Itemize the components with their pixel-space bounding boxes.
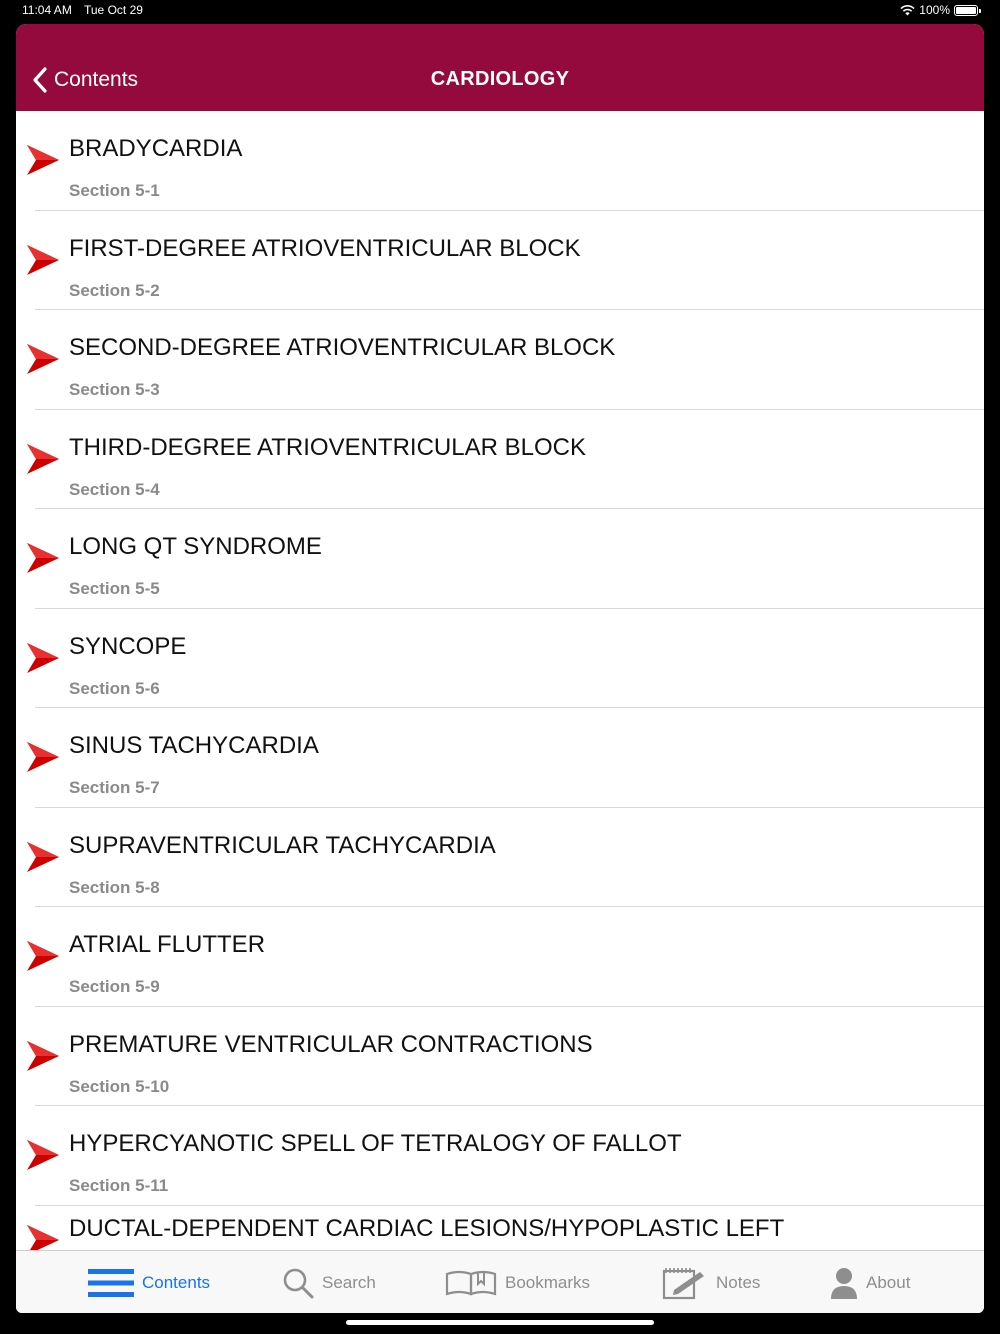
list-item[interactable] [16, 211, 984, 311]
status-bar [0, 0, 1000, 24]
arrow-right-icon [27, 842, 59, 872]
list-item[interactable] [16, 1191, 984, 1251]
list-item-title: LONG QT SYNDROME [69, 533, 322, 560]
list-item[interactable] [16, 310, 984, 410]
arrow-right-icon [27, 742, 59, 772]
list-item-title: ATRIAL FLUTTER [69, 931, 266, 958]
arrow-right-icon [27, 543, 59, 573]
list-icon [88, 1268, 134, 1298]
list-item-title: SUPRAVENTRICULAR TACHYCARDIA [69, 831, 496, 859]
arrow-right-icon [27, 444, 59, 474]
list-item-subtitle: Section 5-1 [69, 181, 160, 200]
list-item[interactable] [16, 808, 984, 908]
status-time: 11:04 AM [22, 3, 72, 17]
list-item-title: SECOND-DEGREE ATRIOVENTRICULAR BLOCK [69, 334, 616, 361]
arrow-right-icon [27, 245, 59, 275]
arrow-right-icon [27, 1225, 59, 1251]
list-item-subtitle: Section 5-9 [69, 977, 160, 996]
tab-about[interactable] [830, 1265, 910, 1301]
list-item-title: FIRST-DEGREE ATRIOVENTRICULAR BLOCK [69, 234, 581, 262]
list-item-subtitle: Section 5-3 [69, 380, 160, 399]
list-item-title: BRADYCARDIA [69, 135, 243, 162]
arrow-right-icon [27, 643, 59, 673]
list-item[interactable] [16, 111, 984, 211]
tab-contents[interactable] [88, 1265, 210, 1301]
status-date: Tue Oct 29 [84, 3, 143, 17]
battery-icon [954, 5, 978, 16]
arrow-right-icon [27, 145, 59, 175]
notes-icon [662, 1266, 708, 1300]
list-item-title: PREMATURE VENTRICULAR CONTRACTIONS [69, 1030, 593, 1058]
tab-label: Bookmarks [505, 1273, 591, 1292]
home-indicator[interactable] [346, 1320, 654, 1325]
list-item-subtitle: Section 5-6 [69, 678, 160, 698]
tab-bar [16, 1250, 984, 1313]
list-item-title: SYNCOPE [69, 632, 187, 660]
list-item-title: THIRD-DEGREE ATRIOVENTRICULAR BLOCK [69, 433, 586, 461]
list-item-subtitle: Section 5-2 [69, 280, 160, 300]
arrow-right-icon [27, 1140, 59, 1170]
search-icon [282, 1267, 314, 1299]
book-icon [445, 1270, 497, 1296]
arrow-right-icon [27, 344, 59, 374]
list-item-title: DUCTAL-DEPENDENT CARDIAC LESIONS/HYPOPLASTIC LEFT [69, 1214, 785, 1242]
person-icon [830, 1267, 858, 1299]
tab-bookmarks[interactable] [445, 1265, 590, 1301]
tab-notes[interactable] [662, 1265, 760, 1301]
nav-bar [16, 24, 984, 111]
tab-label: Contents [142, 1273, 211, 1292]
tab-label: Notes [716, 1273, 761, 1292]
list-item[interactable] [16, 1007, 984, 1107]
status-right [900, 3, 978, 17]
list-item-subtitle: Section 5-7 [69, 778, 160, 797]
list-item-subtitle: Section 5-11 [69, 1176, 169, 1195]
arrow-right-icon [27, 941, 59, 971]
list-item-subtitle: Section 5-5 [69, 579, 160, 598]
list-item[interactable] [16, 708, 984, 808]
list-item[interactable] [16, 410, 984, 510]
list-item-subtitle: Section 5-8 [69, 877, 160, 897]
tab-label: Search [322, 1273, 376, 1292]
list-item-subtitle: Section 5-10 [69, 1076, 170, 1096]
list-item[interactable] [16, 609, 984, 709]
arrow-right-icon [27, 1041, 59, 1071]
wifi-icon [900, 5, 915, 16]
section-list [16, 111, 984, 1250]
list-item-title: HYPERCYANOTIC SPELL OF TETRALOGY OF FALLOT [69, 1130, 682, 1157]
list-item-subtitle: Section 5-4 [69, 479, 160, 499]
list-item[interactable] [16, 907, 984, 1007]
list-item-title: SINUS TACHYCARDIA [69, 732, 319, 759]
back-label: Contents [54, 68, 139, 91]
page-title: CARDIOLOGY [430, 68, 570, 90]
tab-label: About [866, 1273, 911, 1292]
tab-search[interactable] [282, 1265, 376, 1301]
list-item[interactable] [16, 509, 984, 609]
app-window [16, 24, 984, 1313]
battery-percent: 100% [919, 3, 950, 17]
